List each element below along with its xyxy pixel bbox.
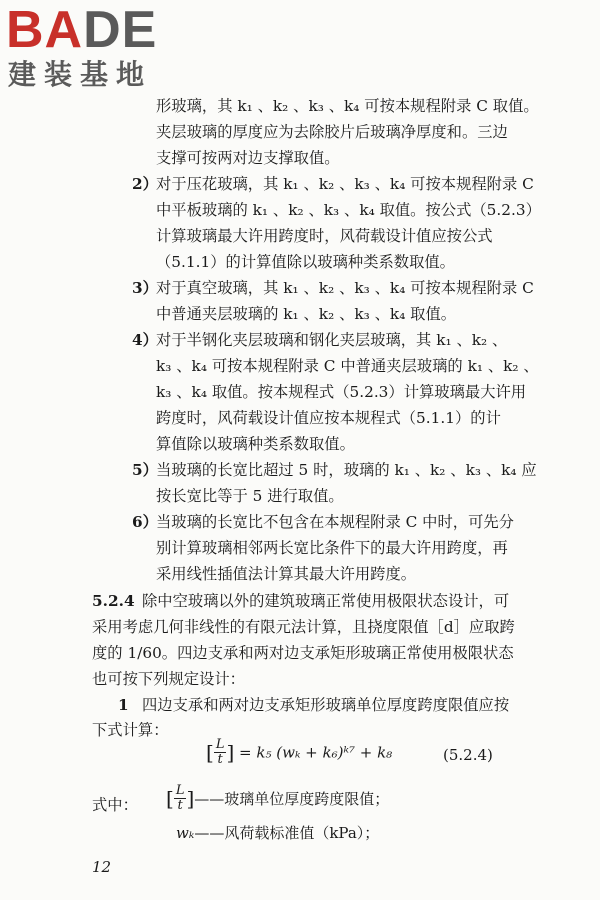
- text-line: 也可按下列规定设计：: [92, 670, 245, 688]
- text-line: 中平板玻璃的 k₁ 、k₂ 、k₃ 、k₄ 取值。按公式（5.2.3）: [156, 201, 541, 219]
- item-marker-2: 2）: [132, 175, 158, 193]
- bracket-close: ]: [186, 786, 195, 811]
- equation-5-2-4: [206, 738, 392, 772]
- logo-wordmark-accent: BA: [6, 1, 84, 59]
- text-line: 按长宽比等于 5 进行取值。: [156, 487, 344, 505]
- fraction-denominator: t: [217, 752, 223, 767]
- text-line: 计算玻璃最大许用跨度时，风荷载设计值应按公式: [156, 227, 493, 245]
- text-line: 度的 1/60。四边支承和两对边支承矩形玻璃正常使用极限状态: [92, 644, 514, 662]
- text-line: 中普通夹层玻璃的 k₁ 、k₂ 、k₃ 、k₄ 取值。: [156, 305, 457, 323]
- fraction-numerator: L: [215, 737, 225, 752]
- text-line: 除中空玻璃以外的建筑玻璃正常使用极限状态设计，可: [142, 592, 510, 610]
- text-line: 对于真空玻璃，其 k₁ 、k₂ 、k₃ 、k₄ 可按本规程附录 C: [156, 279, 534, 297]
- text-line: 支撑可按两对边支撑取值。: [156, 149, 340, 167]
- text-line: 形玻璃，其 k₁ 、k₂ 、k₃ 、k₄ 可按本规程附录 C 取值。: [156, 97, 539, 115]
- clause-number: 1: [118, 696, 129, 714]
- text-line: 算值除以玻璃种类系数取值。: [156, 435, 355, 453]
- definition-1-text: ——玻璃单位厚度跨度限值；: [194, 790, 390, 808]
- definition-2-symbol: wₖ: [176, 824, 195, 842]
- text-line: 夹层玻璃的厚度应为去除胶片后玻璃净厚度和。三边: [156, 123, 508, 141]
- page-number: 12: [92, 858, 112, 876]
- equation-rhs: = k₅ (wₖ + k₆)ᵏ⁷ + k₈: [239, 743, 393, 762]
- definition-1: [166, 784, 389, 813]
- bracket-open: [: [166, 786, 174, 811]
- text-line: 跨度时，风荷载设计值应按本规程式（5.1.1）的计: [156, 409, 501, 427]
- item-marker-4: 4）: [132, 331, 158, 349]
- fraction: [174, 784, 187, 813]
- text-line: 采用考虑几何非线性的有限元法计算，且挠度限值［d］应取跨: [92, 618, 515, 636]
- text-line: （5.1.1）的计算值除以玻璃种类系数取值。: [156, 253, 455, 271]
- fraction-numerator: L: [175, 783, 185, 798]
- bracket-open: [: [206, 740, 214, 765]
- bade-logo: [6, 2, 186, 94]
- text-line: 当玻璃的长宽比超过 5 时，玻璃的 k₁ 、k₂ 、k₃ 、k₄ 应: [156, 461, 537, 479]
- text-line: 对于半钢化夹层玻璃和钢化夹层玻璃，其 k₁ 、k₂ 、: [156, 331, 508, 349]
- text-line: 下式计算：: [92, 721, 169, 739]
- definition-2-text: ——风荷载标准值（kPa）；: [194, 824, 380, 842]
- item-marker-5: 5）: [132, 461, 158, 479]
- text-line: k₃ 、k₄ 取值。按本规程式（5.2.3）计算玻璃最大许用: [156, 383, 527, 401]
- text-line: 采用线性插值法计算其最大许用跨度。: [156, 565, 417, 583]
- equation-number: (5.2.4): [443, 746, 493, 764]
- where-label: 式中：: [92, 796, 138, 814]
- logo-wordmark-rest: DE: [83, 1, 158, 59]
- section-number: 5.2.4: [92, 592, 135, 610]
- item-marker-3: 3）: [132, 279, 158, 297]
- text-line: 四边支承和两对边支承矩形玻璃单位厚度跨度限值应按: [142, 696, 510, 714]
- logo-wordmark: [6, 2, 157, 58]
- bracket-close: ]: [226, 740, 235, 765]
- fraction: [214, 738, 227, 767]
- definition-2: [176, 822, 379, 843]
- fraction-denominator: t: [177, 798, 183, 813]
- logo-subtitle: 建装基地: [8, 58, 153, 91]
- text-line: k₃ 、k₄ 可按本规程附录 C 中普通夹层玻璃的 k₁ 、k₂ 、: [156, 357, 539, 375]
- text-line: 当玻璃的长宽比不包含在本规程附录 C 中时，可先分: [156, 513, 514, 531]
- text-line: 别计算玻璃相邻两长宽比条件下的最大许用跨度，再: [156, 539, 508, 557]
- text-line: 对于压花玻璃，其 k₁ 、k₂ 、k₃ 、k₄ 可按本规程附录 C: [156, 175, 534, 193]
- item-marker-6: 6）: [132, 513, 158, 531]
